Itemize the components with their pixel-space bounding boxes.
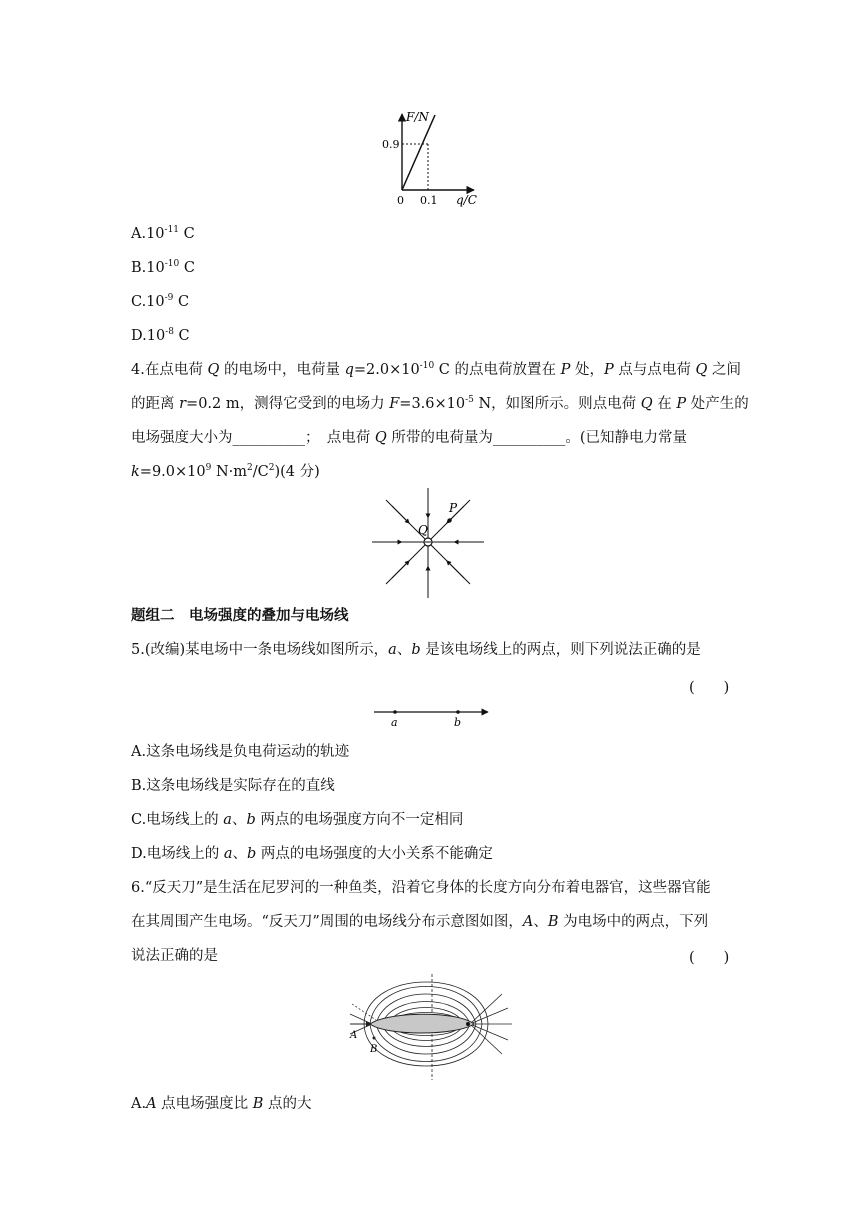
fish-eye	[466, 1022, 470, 1026]
option-text: C.10	[131, 294, 165, 310]
q3-option-d	[131, 326, 190, 346]
fq-graph	[378, 108, 488, 208]
q3-option-c	[131, 292, 189, 312]
point-p-dot	[448, 518, 452, 522]
q4-line-2: 的距离 r=0.2 m，测得它受到的电场力 $F=3.6\times 10^{-5}$ N，如图所示。则点电荷 Q 在 P 处产生的	[131, 395, 749, 412]
fq-line	[402, 115, 435, 190]
exponent: -11	[164, 225, 180, 235]
q6-line-2: 在其周围产生电场。“反天刀”周围的电场线分布示意图如图，A、B 为电场中的两点，下列	[131, 914, 709, 930]
point-b-label: B	[370, 1044, 378, 1055]
point-b-label: b	[454, 716, 462, 729]
unit: C	[179, 226, 195, 242]
q6-line-1: 6.“反天刀”是生活在尼罗河的一种鱼类，沿着它身体的长度方向分布着电器官，这些器官能	[131, 880, 711, 896]
point-b-dot	[373, 1037, 376, 1040]
x-axis-label: q/C	[456, 193, 477, 207]
q5-option-d: D.电场线上的 a、b 两点的电场强度的大小关系不能确定	[131, 846, 493, 862]
exponent: -10	[164, 259, 180, 269]
unit: C	[173, 328, 190, 344]
q4-line-1: 4.在点电荷 Q 的电场中，电荷量 $q=2.0\times 10^{-10}$ C 的点电荷放置在 P 处，P 点与点电荷 Q 之间	[131, 361, 741, 378]
point-charge-field-figure	[370, 486, 488, 600]
point-a-label: A	[350, 1030, 358, 1041]
point-a-label: a	[391, 716, 398, 729]
unit: C	[173, 294, 190, 310]
q5-option-c: C.电场线上的 a、b 两点的电场强度方向不一定相同	[131, 812, 464, 828]
option-text: B.10	[131, 260, 165, 276]
exponent: -8	[165, 327, 174, 337]
unit: C	[179, 260, 195, 276]
q4-line-4: $k=9.0\times 10^9$ $N\cdot m^2/C^2)(4$ 分)	[131, 463, 320, 480]
q3-option-a	[131, 224, 195, 244]
point-b-dot	[456, 710, 460, 714]
field-line-figure	[370, 704, 494, 730]
q5-line-1: 5.(改编)某电场中一条电场线如图所示，a、b 是该电场线上的两点，则下列说法正确的是	[131, 642, 701, 658]
q3-option-b	[131, 258, 195, 278]
q6-option-a: A.A 点电场强度比 B 点的大	[131, 1096, 312, 1112]
option-text: A.10	[131, 226, 165, 242]
q4-line-3: 电场强度大小为__________； 点电荷 Q 所带的电荷量为__________。(已知静电力常量	[131, 430, 688, 446]
q6-answer-paren: ( )	[689, 950, 730, 966]
exponent: -9	[164, 293, 174, 303]
point-a-dot	[393, 710, 397, 714]
fish-field-figure	[346, 974, 514, 1082]
origin-label: 0	[397, 194, 404, 207]
q5-option-a: A.这条电场线是负电荷运动的轨迹	[131, 744, 350, 760]
group2-heading: 题组二 电场强度的叠加与电场线	[131, 607, 349, 624]
y-axis-label: F/N	[406, 110, 429, 124]
point-p-label: P	[449, 501, 458, 515]
q5-option-b: B.这条电场线是实际存在的直线	[131, 778, 335, 794]
option-text: D.10	[131, 328, 166, 344]
q5-answer-paren: ( )	[689, 680, 730, 696]
x-tick-label: 0.1	[420, 194, 438, 207]
q6-line-3: 说法正确的是	[131, 948, 218, 964]
y-tick-label: 0.9	[382, 138, 400, 151]
charge-q-label: Q	[418, 523, 428, 537]
